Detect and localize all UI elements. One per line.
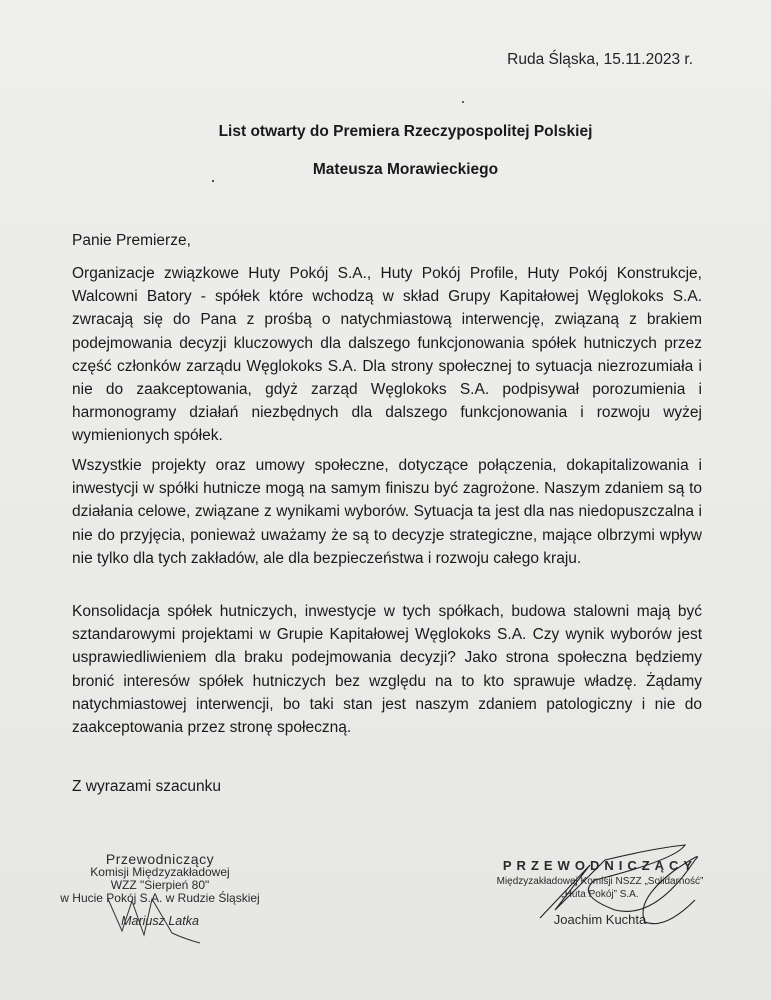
signatory-name-left: Mariusz Latka: [121, 914, 199, 928]
letter-addressee: Mateusza Morawieckiego: [312, 161, 499, 178]
stamp-role: Przewodniczący: [105, 851, 215, 867]
stamp-committee: Komisji Międzyzakładowej: [90, 865, 230, 879]
stamp-committee: Międzyzakładowej Komisji NSZZ „Solidarność”: [496, 876, 704, 887]
place-and-date: Ruda Śląska, 15.11.2023 r.: [507, 51, 693, 68]
paper-speck: [462, 101, 464, 103]
paragraph-1: Organizacje związkowe Huty Pokój S.A., Huty Pokój Profile, Huty Pokój Konstrukcje, Walcowni Batory - spółek które wchodzą w skład Grupy Kapitałowej Węglokoks S.A. zwracają się do Pana z prośbą o natychmiastową interwencję, związaną z brakiem podejmowania decyzji kluczowych dla dalszego funkcjonowania spółek hutniczych przez część członków zarządu Węglokoks S.A. Dla strony społecznej to sytuacja niezrozumiała i nie do zaakceptowania, gdyż zarząd Węglokoks S.A. podpisywał porozumienia i harmonogramy działań niezbędnych dla dalszego funkcjonowania i rozwoju wyżej wymienionych spółek.: [72, 265, 702, 445]
stamp-location: w Hucie Pokój S.A. w Rudzie Śląskiej: [60, 891, 260, 905]
stamp-role: PRZEWODNICZĄCY: [502, 858, 698, 873]
letter-title: List otwarty do Premiera Rzeczypospolitej Polskiej: [218, 123, 593, 140]
paper-speck: [212, 180, 214, 182]
salutation: Panie Premierze,: [72, 232, 191, 249]
stamp-union: WZZ "Sierpień 80": [110, 878, 210, 892]
signature-stamp-right: [495, 858, 705, 927]
stamp-company: „Huta Pokój” S.A.: [561, 889, 639, 900]
signature-stamp-left: [40, 853, 280, 928]
paragraph-2: Wszystkie projekty oraz umowy społeczne, dotyczące połączenia, dokapitalizowania i inwestycji w spółki hutnicze mogą na samym finiszu być zagrożone. Naszym zdaniem są to działania celowe, związane z wynikami wyborów. Sytuacja ta jest dla nas niedopuszczalna i nie do przyjęcia, ponieważ uważamy że są to decyzje strategiczne, mające olbrzymi wpływ nie tylko dla tych zakładów, ale dla bezpieczeństwa i rozwoju całego kraju.: [72, 457, 702, 567]
closing-phrase: Z wyrazami szacunku: [72, 778, 222, 795]
signatory-name-right: Joachim Kuchta: [553, 912, 647, 927]
paragraph-3: Konsolidacja spółek hutniczych, inwestycje w tych spółkach, budowa stalowni mają być sztandarowymi projektami w Grupie Kapitałowej Węglokoks S.A. Czy wynik wyborów jest usprawiedliwieniem dla braku podejmowania decyzji? Jako strona społeczna będziemy bronić interesów spółek hutniczych bez względu na to kto sprawuje władzę. Żądamy natychmiastowej interwencji, bo taki stan jest naszym zdaniem patologiczny i nie do zaakceptowania przez stronę społeczną.: [72, 603, 702, 737]
